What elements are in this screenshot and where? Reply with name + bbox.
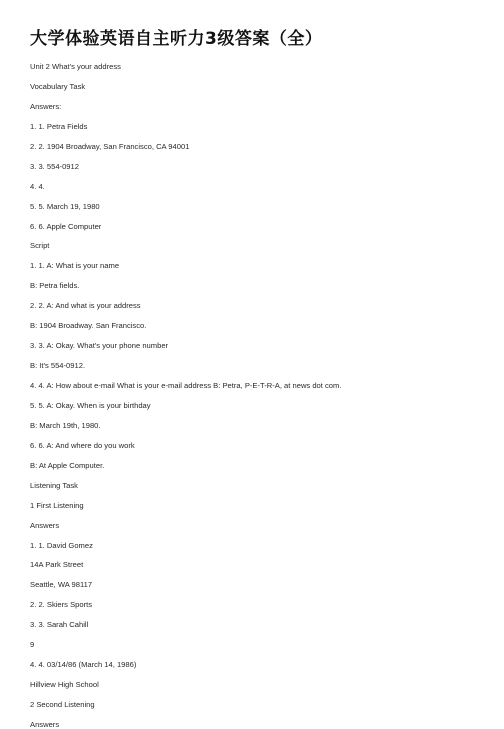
text-line: 6. 6. Apple Computer (30, 221, 102, 231)
text-line: 3. 3. Sarah Cahill (30, 620, 89, 630)
text-line: 2. 2. 1904 Broadway, San Francisco, CA 94001 (30, 141, 190, 151)
text-line: 4. 4. A: How about e-mail What is your e-mail address B: Petra, P-E-T-R-A, at news dot com. (30, 381, 342, 390)
text-line: 1 First Listening (30, 500, 84, 510)
text-line: 1. 1. David Gomez (30, 540, 93, 550)
text-line: 1. 1. A: What is your name (30, 261, 120, 271)
text-line: Hillview High School (30, 680, 99, 690)
text-line: 2. 2. A: And what is your address (30, 301, 141, 311)
text-line: Answers (30, 719, 60, 729)
text-line: 14A Park Street (30, 560, 84, 570)
document-body (30, 62, 504, 729)
text-line: 1. 1. Petra Fields (30, 121, 88, 131)
text-line: 4. 4. 03/14/86 (March 14, 1986) (30, 660, 137, 670)
text-line: 4. 4. (30, 181, 45, 191)
text-line: Answers (30, 520, 60, 530)
text-line: Unit 2 What's your address (30, 62, 121, 71)
text-line: 3. 3. A: Okay. What's your phone number (30, 341, 169, 351)
text-line: Answers: (30, 101, 62, 111)
text-line: B: At Apple Computer. (30, 460, 105, 470)
text-line: 5. 5. March 19, 1980 (30, 201, 100, 211)
text-line: B: March 19th, 1980. (30, 420, 101, 430)
text-line: 2. 2. Skiers Sports (30, 600, 93, 610)
text-line: 5. 5. A: Okay. When is your birthday (30, 400, 151, 410)
text-line: Seattle, WA 98117 (30, 580, 93, 590)
text-line: B: 1904 Broadway. San Francisco. (30, 321, 147, 331)
text-line: 9 (30, 640, 35, 650)
document-title: 大学体验英语自主听力3级答案（全） (30, 29, 323, 49)
text-line: B: It's 554-0912. (30, 361, 86, 371)
text-line: B: Petra fields. (30, 281, 80, 291)
text-line: Script (30, 241, 50, 251)
text-line: 6. 6. A: And where do you work (30, 440, 135, 450)
text-line: 3. 3. 554-0912 (30, 161, 79, 171)
text-line: Listening Task (30, 480, 78, 490)
text-line: Vocabulary Task (30, 81, 86, 91)
text-line: 2 Second Listening (30, 700, 95, 709)
